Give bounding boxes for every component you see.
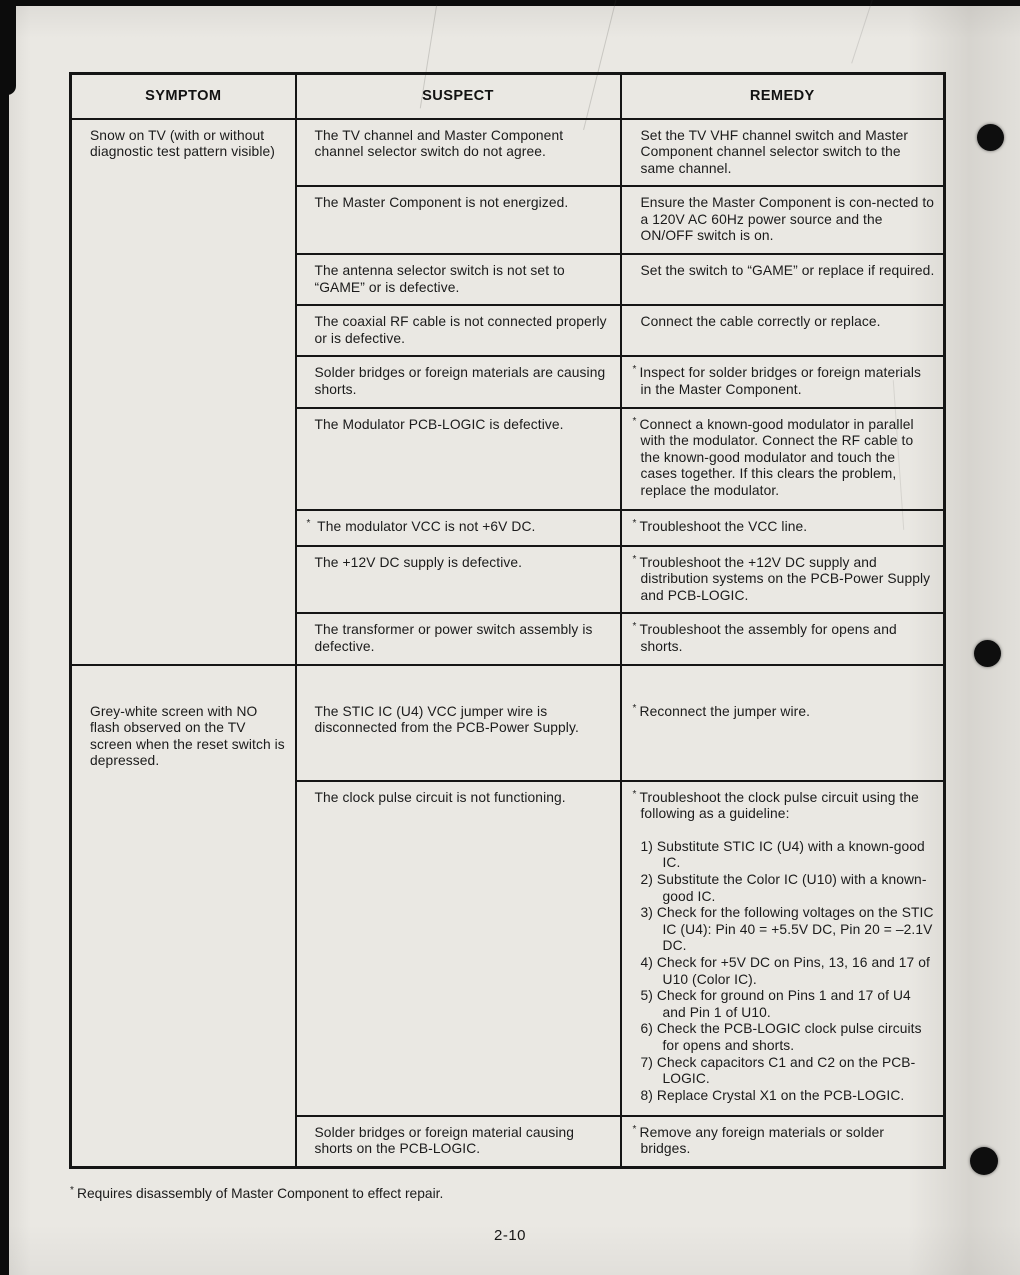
suspect-cell: The Modulator PCB-LOGIC is defective. — [296, 408, 621, 510]
suspect-cell: The transformer or power switch assembly is defective. — [296, 613, 621, 664]
troubleshooting-table — [69, 72, 946, 1169]
symptom-cell: Grey-white screen with NO flash observed on the TV screen when the reset switch is depressed. — [71, 665, 296, 1168]
binding-hole — [974, 640, 1001, 667]
remedy-step: 1) Substitute STIC IC (U4) with a known-good IC. — [640, 838, 925, 871]
remedy-step: 2) Substitute the Color IC (U10) with a known-good IC. — [640, 871, 927, 904]
table-header-row — [71, 74, 945, 119]
suspect-cell: The TV channel and Master Component channel selector switch do not agree. — [296, 119, 621, 187]
remedy-cell: * Reconnect the jumper wire. — [621, 665, 945, 781]
remedy-cell: Connect the cable correctly or replace. — [621, 305, 945, 356]
remedy-step: 3) Check for the following voltages on the STIC IC (U4): Pin 40 = +5.5V DC, Pin 20 = –2.1V DC. — [640, 905, 934, 954]
remedy-step: 5) Check for ground on Pins 1 and 17 of U4 and Pin 1 of U10. — [640, 988, 911, 1020]
suspect-cell: The STIC IC (U4) VCC jumper wire is disconnected from the PCB-Power Supply. — [296, 665, 621, 781]
page-number: 2-10 — [493, 1227, 527, 1244]
column-header-remedy: REMEDY — [621, 74, 945, 119]
table-row — [71, 665, 945, 781]
suspect-cell: The clock pulse circuit is not functioning. — [296, 781, 621, 1116]
remedy-step: 6) Check the PCB-LOGIC clock pulse circuits for opens and shorts. — [640, 1021, 922, 1053]
suspect-cell: The Master Component is not energized. — [296, 186, 621, 254]
remedy-cell: * Remove any foreign materials or solder bridges. — [621, 1116, 945, 1168]
column-header-suspect: SUSPECT — [296, 74, 621, 119]
table-row — [71, 119, 945, 187]
scan-edge-top — [0, 0, 1020, 6]
binding-hole — [970, 1147, 998, 1175]
scan-edge-left — [0, 0, 9, 1275]
scan-edge-corner — [0, 0, 16, 95]
remedy-step: 4) Check for +5V DC on Pins, 13, 16 and 17 of U10 (Color IC). — [640, 954, 930, 987]
scan-scratch — [851, 0, 874, 63]
remedy-cell: * Connect a known-good modulator in parallel with the modulator. Connect the RF cable to the known-good modulator and touch the cases together. If this clears the problem, replace the modulator. — [621, 408, 945, 510]
symptom-cell: Snow on TV (with or without diagnostic test pattern visible) — [71, 119, 296, 665]
remedy-cell: * Troubleshoot the +12V DC supply and distribution systems on the PCB-Power Supply and PCB-LOGIC. — [621, 546, 945, 614]
remedy-step: 7) Check capacitors C1 and C2 on the PCB-LOGIC. — [640, 1054, 916, 1087]
remedy-cell: * Inspect for solder bridges or foreign materials in the Master Component. — [621, 356, 945, 407]
suspect-cell: The +12V DC supply is defective. — [296, 546, 621, 614]
suspect-cell: * The modulator VCC is not +6V DC. — [296, 510, 621, 546]
binding-hole — [977, 124, 1004, 151]
remedy-step: 8) Replace Crystal X1 on the PCB-LOGIC. — [640, 1087, 905, 1103]
remedy-cell: Set the switch to “GAME” or replace if required. — [621, 254, 945, 305]
footnote: * Requires disassembly of Master Component to effect repair. — [70, 1185, 444, 1201]
suspect-cell: Solder bridges or foreign material causing shorts on the PCB-LOGIC. — [296, 1116, 621, 1168]
remedy-steps — [641, 839, 936, 1105]
suspect-cell: The coaxial RF cable is not connected properly or is defective. — [296, 305, 621, 356]
remedy-cell: * Troubleshoot the clock pulse circuit using the following as a guideline: 1) Substitute STIC IC (U4) with a known-good IC. 2) Substitute the Color IC (U10) with a known-good IC. 3) Check for the following voltages on the STIC IC (U4): Pin 40 = +5.5V DC, Pin 20 = –2.1V DC. 4) Check for +5V DC on Pins, 13, 16 and 17 of U10 (Color IC). 5) Check for ground on Pins 1 and 17 of U4 and Pin 1 of U10. 6) Check the PCB-LOGIC clock pulse circuits for opens and shorts. 7) Check capacitors C1 and C2 on the PCB-LOGIC. 8) Replace Crystal X1 on the PCB-LOGIC. — [621, 781, 945, 1116]
suspect-cell: The antenna selector switch is not set to “GAME” or is defective. — [296, 254, 621, 305]
column-header-symptom: SYMPTOM — [71, 74, 296, 119]
suspect-cell: Solder bridges or foreign materials are causing shorts. — [296, 356, 621, 407]
remedy-cell: Ensure the Master Component is con-nected to a 120V AC 60Hz power source and the ON/OFF switch is on. — [621, 186, 945, 254]
remedy-cell: Set the TV VHF channel switch and Master Component channel selector switch to the same channel. — [621, 119, 945, 187]
remedy-cell: * Troubleshoot the assembly for opens and shorts. — [621, 613, 945, 664]
remedy-cell: * Troubleshoot the VCC line. — [621, 510, 945, 546]
